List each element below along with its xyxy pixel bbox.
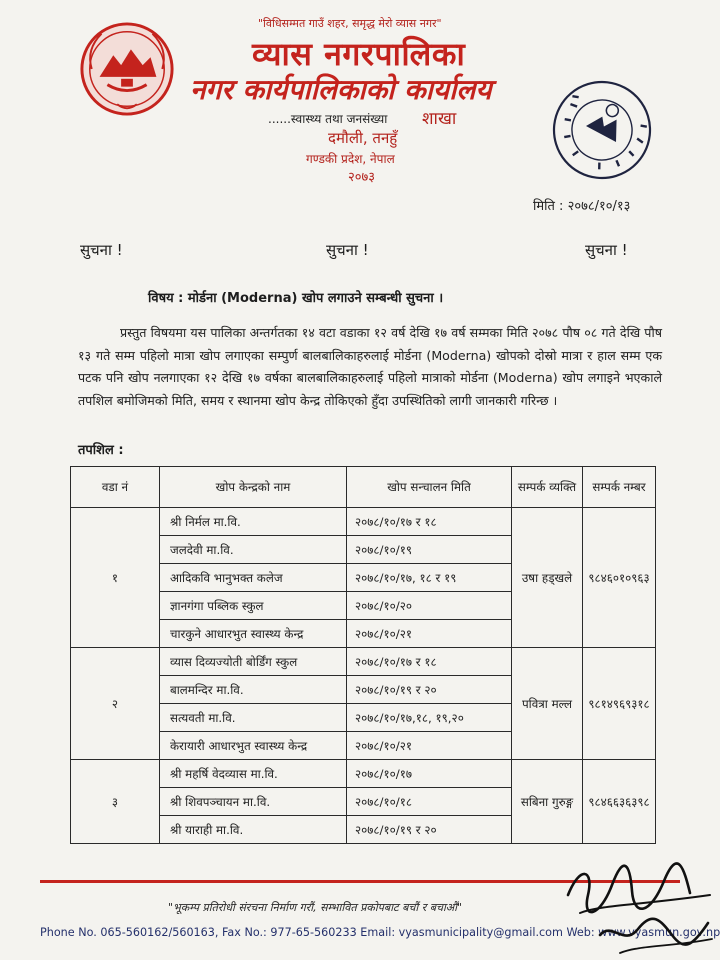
- vaccination-center: श्री शिवपञ्चायन मा.वि.: [160, 788, 347, 816]
- vaccination-center: व्यास दिव्यज्योती बोर्डिंग स्कुल: [160, 648, 347, 676]
- vaccination-dates: २०७८/१०/२१: [347, 620, 512, 648]
- document-date: मिति : २०७८/१०/१३: [533, 199, 631, 214]
- vaccination-dates: २०७८/१०/१९: [347, 536, 512, 564]
- vaccination-dates: २०७८/१०/१९ र २०: [347, 816, 512, 844]
- vaccination-dates: २०७८/१०/१८: [347, 788, 512, 816]
- vaccination-center: केरायारी आधारभुत स्वास्थ्य केन्द्र: [160, 732, 347, 760]
- vaccination-dates: २०७८/१०/१७: [347, 760, 512, 788]
- vaccination-center: ज्ञानगंगा पब्लिक स्कुल: [160, 592, 347, 620]
- header-slogan: "विधिसम्मत गाउँ शहर, समृद्ध मेरो व्यास नगर": [258, 17, 442, 30]
- notice-label-right: सुचना !: [585, 241, 628, 259]
- handwritten-signature-icon: [560, 855, 720, 960]
- contact-person: उषा हड्खले: [512, 508, 583, 648]
- contact-number: ९८४६०१०९६३: [583, 508, 656, 648]
- vaccination-center: चारकुने आधारभुत स्वास्थ्य केन्द्र: [160, 620, 347, 648]
- vaccination-dates: २०७८/१०/१७,१८, १९,२०: [347, 704, 512, 732]
- branch-name: ......स्वास्थ्य तथा जनसंख्या: [268, 112, 388, 126]
- table-row: [71, 508, 656, 536]
- vaccination-center: आदिकवि भानुभक्त कलेज: [160, 564, 347, 592]
- address-line-2: गण्डकी प्रदेश, नेपाल: [306, 152, 395, 166]
- contact-number: ९८१४९६९३१८: [583, 648, 656, 760]
- ward-number: ३: [71, 760, 160, 844]
- address-line-1: दमौली, तनहुँ: [328, 129, 398, 147]
- table-header-row: [71, 467, 656, 508]
- column-header: खोप सन्चालन मिति: [347, 467, 512, 508]
- table-row: [71, 760, 656, 788]
- table-row: [71, 648, 656, 676]
- branch-word: शाखा: [422, 109, 457, 129]
- notice-label-center: सुचना !: [326, 241, 369, 259]
- vaccination-schedule-table: [70, 466, 656, 844]
- contact-person: सबिना गुरुङ्ग: [512, 760, 583, 844]
- vaccination-dates: २०७८/१०/१७ र १८: [347, 508, 512, 536]
- vaccination-dates: २०७८/१०/२१: [347, 732, 512, 760]
- vaccination-center: श्री याराही मा.वि.: [160, 816, 347, 844]
- vaccination-center: सत्यवती मा.वि.: [160, 704, 347, 732]
- footer-contact: Phone No. 065-560162/560163, Fax No.: 977-65-560233 Email: vyasmunicipality@gmail.com Web: www.vyasmun.gov.np: [40, 926, 720, 939]
- column-header: वडा नं: [71, 467, 160, 508]
- notice-label-left: सुचना !: [80, 241, 123, 259]
- vaccination-center: बालमन्दिर मा.वि.: [160, 676, 347, 704]
- schedule-label: तपशिल :: [78, 443, 124, 458]
- vaccination-center: श्री महर्षि वेदव्यास मा.वि.: [160, 760, 347, 788]
- ward-number: १: [71, 508, 160, 648]
- vaccination-center: श्री निर्मल मा.वि.: [160, 508, 347, 536]
- vaccination-dates: २०७८/१०/१७, १८ र १९: [347, 564, 512, 592]
- column-header: सम्पर्क व्यक्ति: [512, 467, 583, 508]
- office-round-stamp-icon: [536, 74, 668, 186]
- contact-number: ९८४६६३६३९८: [583, 760, 656, 844]
- office-name: नगर कार्यपालिकाको कार्यालय: [190, 73, 492, 106]
- vaccination-center: जलदेवी मा.वि.: [160, 536, 347, 564]
- vaccination-dates: २०७८/१०/१७ र १८: [347, 648, 512, 676]
- vaccination-dates: २०७८/१०/२०: [347, 592, 512, 620]
- footer-quote: "भूकम्प प्रतिरोधी संरचना निर्माण गरौं, सम्भावित प्रकोपबाट बचौं र बचाऔं": [168, 901, 463, 914]
- column-header: खोप केन्द्रको नाम: [160, 467, 347, 508]
- subject-line: विषय : मोर्डना (Moderna) खोप लगाउने सम्बन्धी सुचना ।: [148, 291, 444, 306]
- address-line-3: २०७३: [348, 170, 376, 185]
- nepal-emblem-icon: [78, 20, 176, 118]
- column-header: सम्पर्क नम्बर: [583, 467, 656, 508]
- vaccination-dates: २०७८/१०/१९ र २०: [347, 676, 512, 704]
- ward-number: २: [71, 648, 160, 760]
- notice-body: प्रस्तुत विषयमा यस पालिका अन्तर्गतका १४ वटा वडाका १२ वर्ष देखि १७ वर्ष सम्मका मिति २०७८ पौष ०८ गते देखि पौष १३ गते सम्म पहिलो मात्रा खोप लगाएका सम्पुर्ण बालबालिकाहरुलाई मोर्डना (Moderna) खोपको दोस्रो मात्रा र हाल सम्म एक पटक पनि खोप नलगाएका १२ देखि १७ वर्षका बालबालिकाहरुलाई पहिलो मात्राको मोर्डना (Moderna) खोप लगाइने भएकाले तपशिल बमोजिमको मिति, समय र स्थानमा खोप केन्द्र तोकिएको हुँदा उपस्थितिको लागी जानकारी गरिन्छ ।: [78, 325, 662, 408]
- organization-name: व्यास नगरपालिका: [252, 35, 466, 73]
- contact-person: पवित्रा मल्ल: [512, 648, 583, 760]
